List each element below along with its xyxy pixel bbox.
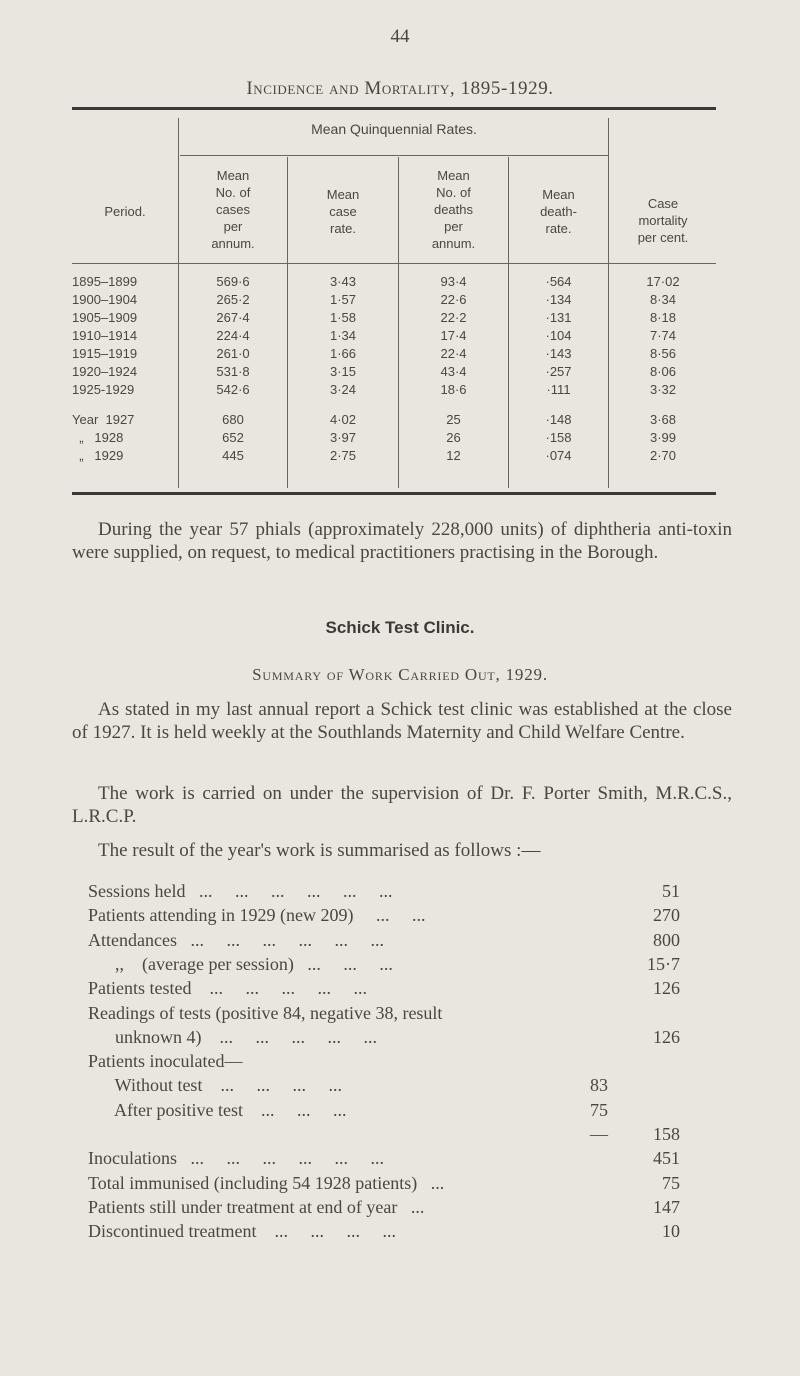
- summary-value: 75: [662, 1173, 680, 1193]
- summary-subvalue: —: [590, 1124, 608, 1144]
- cell-death-rate: ·564: [545, 274, 572, 289]
- cell-period: 1925-1929: [72, 382, 135, 397]
- header-death-rate: Mean death- rate.: [540, 187, 577, 236]
- summary-item: [88, 905, 708, 929]
- cell-cases: 267·4: [216, 310, 250, 325]
- summary-item: [88, 1051, 708, 1075]
- summary-item: [88, 1075, 708, 1099]
- supervision-paragraph: The work is carried on under the supervision of Dr. F. Porter Smith, M.R.C.S., L.R.C.P.: [72, 783, 732, 827]
- summary-item: [88, 881, 708, 905]
- cell-case-rate: 1·57: [329, 292, 357, 307]
- page-number: 44: [390, 26, 410, 47]
- summary-value: 158: [653, 1124, 680, 1144]
- summary-label: Attendances ... ... ... ... ... ...: [88, 930, 384, 950]
- header-period: Period.: [104, 204, 146, 219]
- cell-mortality: 8·18: [649, 310, 677, 325]
- table-row: [72, 364, 716, 382]
- table-bottom-rule: [72, 492, 716, 495]
- cell-period: „ 1928: [72, 430, 124, 445]
- cell-mortality: 8·34: [649, 292, 677, 307]
- cell-deaths: 25: [446, 412, 461, 427]
- summary-item: [88, 954, 708, 978]
- table-row: [72, 382, 716, 400]
- cell-period: 1895–1899: [72, 274, 138, 289]
- table-caption: Incidence and Mortality, 1895-1929.: [246, 78, 554, 99]
- group-header: Mean Quinquennial Rates.: [311, 121, 477, 137]
- cell-death-rate: ·257: [545, 364, 572, 379]
- summary-value: 15·7: [647, 954, 680, 974]
- table-top-rule: [72, 107, 716, 110]
- summary-item: [88, 978, 708, 1002]
- header-rule: [72, 263, 716, 264]
- header-cases: Mean No. of cases per annum.: [211, 168, 255, 251]
- cell-death-rate: ·143: [545, 346, 572, 361]
- cell-case-rate: 1·34: [329, 328, 357, 343]
- table-row: [72, 430, 716, 448]
- intro-paragraph: As stated in my last annual report a Schick test clinic was established at the close of 1927. It is held weekly at the Southlands Maternity and Child Welfare Centre.: [72, 699, 732, 743]
- cell-deaths: 22·2: [440, 310, 467, 325]
- summary-value: 126: [653, 1027, 680, 1047]
- group-header-rule: [180, 155, 608, 156]
- cell-cases: 680: [222, 412, 244, 427]
- section-heading: Schick Test Clinic.: [325, 618, 475, 637]
- cell-deaths: 93·4: [440, 274, 467, 289]
- cell-cases: 652: [222, 430, 244, 445]
- cell-cases: 265·2: [216, 292, 250, 307]
- summary-label: Total immunised (including 54 1928 patients) ...: [88, 1173, 445, 1193]
- summary-value: 126: [653, 978, 680, 998]
- cell-period: 1910–1914: [72, 328, 138, 343]
- summary-item: [88, 1148, 708, 1172]
- cell-cases: 569·6: [216, 274, 250, 289]
- summary-value: 800: [653, 930, 680, 950]
- cell-period: „ 1929: [72, 448, 124, 463]
- summary-value: 147: [653, 1197, 680, 1217]
- cell-cases: 261·0: [216, 346, 250, 361]
- summary-label: Without test ... ... ... ...: [88, 1075, 342, 1095]
- cell-deaths: 22·6: [440, 292, 467, 307]
- cell-cases: 531·8: [216, 364, 250, 379]
- header-case-rate: Mean case rate.: [326, 187, 360, 236]
- table-row: [72, 328, 716, 346]
- summary-item: [88, 1221, 708, 1245]
- cell-case-rate: 3·15: [329, 364, 357, 379]
- section-subheading: Summary of Work Carried Out, 1929.: [252, 665, 548, 684]
- summary-label: Patients attending in 1929 (new 209) ... ...: [88, 905, 426, 925]
- summary-label: Patients still under treatment at end of year ...: [88, 1197, 425, 1217]
- summary-label: Readings of tests (positive 84, negative 38, result: [88, 1003, 443, 1023]
- cell-mortality: 7·74: [649, 328, 677, 343]
- summary-item: [88, 1003, 708, 1027]
- summary-label: After positive test ... ... ...: [88, 1100, 347, 1120]
- cell-case-rate: 2·75: [329, 448, 357, 463]
- cell-death-rate: ·111: [546, 382, 571, 397]
- header-deaths: Mean No. of deaths per annum.: [431, 168, 476, 251]
- cell-death-rate: ·158: [545, 430, 572, 445]
- cell-cases: 445: [222, 448, 244, 463]
- cell-deaths: 43·4: [440, 364, 467, 379]
- cell-period: 1905–1909: [72, 310, 138, 325]
- summary-item: [88, 1173, 708, 1197]
- cell-cases: 224·4: [216, 328, 250, 343]
- cell-case-rate: 3·97: [329, 430, 357, 445]
- cell-mortality: 3·32: [649, 382, 677, 397]
- cell-case-rate: 4·02: [329, 412, 357, 427]
- cell-period: 1915–1919: [72, 346, 138, 361]
- cell-cases: 542·6: [216, 382, 250, 397]
- table-row: [72, 448, 716, 466]
- summary-label: Inoculations ... ... ... ... ... ...: [88, 1148, 384, 1168]
- cell-deaths: 18·6: [440, 382, 467, 397]
- cell-case-rate: 3·24: [329, 382, 357, 397]
- summary-value: 270: [653, 905, 680, 925]
- cell-death-rate: ·074: [545, 448, 572, 463]
- summary-intro: The result of the year's work is summarised as follows :—: [98, 840, 541, 861]
- cell-mortality: 3·68: [649, 412, 677, 427]
- cell-mortality: 8·06: [649, 364, 677, 379]
- table-row: [72, 292, 716, 310]
- summary-item: [88, 930, 708, 954]
- cell-deaths: 22·4: [440, 346, 467, 361]
- cell-death-rate: ·131: [545, 310, 572, 325]
- summary-label: Sessions held ... ... ... ... ... ...: [88, 881, 393, 901]
- summary-item: [88, 1027, 708, 1051]
- summary-value: 51: [662, 881, 680, 901]
- summary-label: ,, (average per session) ... ... ...: [88, 954, 393, 974]
- table-row: [72, 274, 716, 292]
- summary-label: unknown 4) ... ... ... ... ...: [88, 1027, 377, 1047]
- summary-item: [88, 1124, 708, 1148]
- table-row: [72, 346, 716, 364]
- cell-period: Year 1927: [72, 412, 135, 427]
- table-row: [72, 412, 716, 430]
- cell-death-rate: ·134: [545, 292, 572, 307]
- cell-period: 1920–1924: [72, 364, 138, 379]
- summary-subvalue: 83: [590, 1075, 608, 1095]
- cell-mortality: 2·70: [649, 448, 677, 463]
- summary-subvalue: 75: [590, 1100, 608, 1120]
- cell-case-rate: 1·66: [329, 346, 357, 361]
- cell-mortality: 8·56: [649, 346, 677, 361]
- cell-case-rate: 1·58: [329, 310, 357, 325]
- summary-value: 10: [662, 1221, 680, 1241]
- cell-deaths: 26: [446, 430, 461, 445]
- summary-label: Patients inoculated—: [88, 1051, 243, 1071]
- cell-period: 1900–1904: [72, 292, 138, 307]
- cell-mortality: 17·02: [646, 274, 680, 289]
- summary-value: 451: [653, 1148, 680, 1168]
- cell-deaths: 12: [446, 448, 461, 463]
- cell-death-rate: ·148: [545, 412, 572, 427]
- table-row: [72, 310, 716, 328]
- cell-mortality: 3·99: [649, 430, 677, 445]
- summary-item: [88, 1100, 708, 1124]
- header-case-mortality: Case mortality per cent.: [637, 196, 689, 245]
- summary-label: Patients tested ... ... ... ... ...: [88, 978, 367, 998]
- cell-case-rate: 3·43: [329, 274, 357, 289]
- antitoxin-paragraph: During the year 57 phials (approximately 228,000 units) of diphtheria anti-toxin were supplied, on request, to medical practitioners practising in the Borough.: [72, 519, 732, 563]
- cell-deaths: 17·4: [440, 328, 467, 343]
- summary-label: Discontinued treatment ... ... ... ...: [88, 1221, 396, 1241]
- cell-death-rate: ·104: [545, 328, 572, 343]
- summary-item: [88, 1197, 708, 1221]
